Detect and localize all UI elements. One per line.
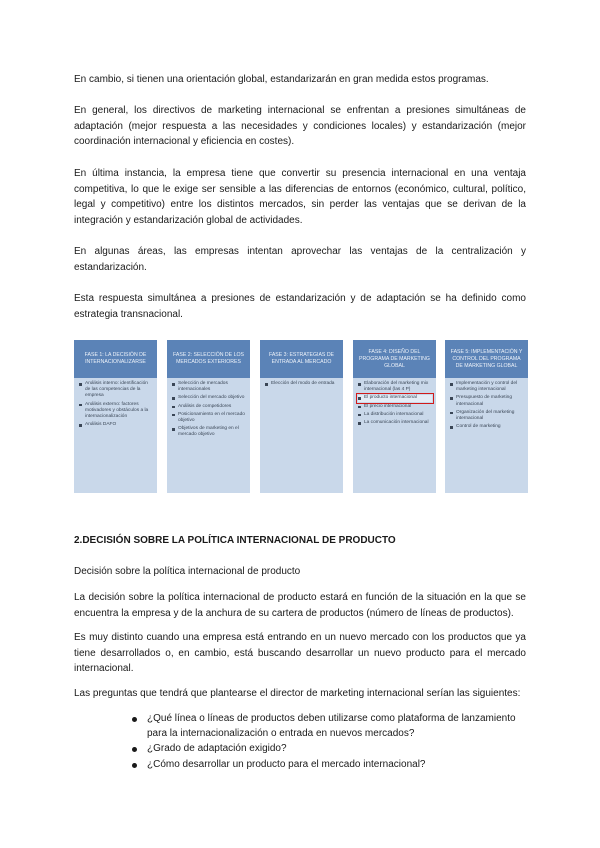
phase-item: Análisis de competidores: [172, 404, 246, 410]
phase-item: Análisis externo: factores motivadores y obstáculos a la internacionalización: [79, 402, 153, 421]
list-item: ¿Grado de adaptación exigido?: [132, 742, 528, 757]
phase-item: La comunicación internacional: [358, 420, 432, 426]
phase-item: Objetivos de marketing en el mercado objetivo: [172, 426, 246, 438]
phase-item: Análisis interno: identificación de las competencias de la empresa: [79, 381, 153, 400]
phase-item: La distribución internacional: [358, 412, 432, 418]
phase-column: [445, 340, 528, 493]
paragraph-questions-intro: Las preguntas que tendrá que plantearse el director de marketing internacional serían las siguientes:: [74, 688, 521, 699]
phase-column: [167, 340, 250, 493]
phase-title: FASE 5: IMPLEMENTACIÓN Y CONTROL DEL PROGRAMA DE MARKETING GLOBAL: [445, 340, 528, 378]
phase-title: FASE 1: LA DECISIÓN DE INTERNACIONALIZARSE: [74, 340, 157, 378]
phase-item: Implementación y control del marketing internacional: [450, 381, 524, 393]
paragraph-competitive-advantage: En última instancia, la empresa tiene que convertir su presencia internacional en una ventaja competitiva, lo que le exige ser sensible a las diferencias de entornos (económico, cultural, político, legal y competitivo) entre los distintos mercados, sin perder las ventajas que se derivan de la integración y estandarización global de actividades.: [74, 168, 526, 226]
paragraph-adaptation-pressures: En general, los directivos de marketing internacional se enfrentan a presiones simultáneas de adaptación (mejor respuesta a las necesidades y condiciones locales) y estandarización (mejor coordinación internacional y eficiencia en costes).: [74, 105, 526, 147]
phase-item: Elección del modo de entrada: [265, 381, 339, 387]
paragraph-transnational-strategy: Esta respuesta simultánea a presiones de estandarización y de adaptación se ha definido como estrategia transnacional.: [74, 293, 526, 320]
phase-column: [74, 340, 157, 493]
phase-item: Selección de mercados internacionales: [172, 381, 246, 393]
phase-item: Posicionamiento en el mercado objetivo: [172, 412, 246, 424]
paragraph-centralization: En algunas áreas, las empresas intentan aprovechar las ventajas de la centralización y estandarización.: [74, 246, 526, 273]
phase-item: El precio internacional: [358, 404, 432, 410]
phase-item: Control de marketing: [450, 424, 524, 430]
section-heading: 2.DECISIÓN SOBRE LA POLÍTICA INTERNACIONAL DE PRODUCTO: [74, 535, 396, 546]
phase-column: [353, 340, 436, 493]
paragraph-new-market: Es muy distinto cuando una empresa está entrando en un nuevo mercado con los productos que ya tiene desarrollados o, en cambio, está buscando desarrollar un nuevo producto para el mercado internacional.: [74, 632, 526, 674]
phase-item: Análisis DAFO: [79, 422, 153, 428]
phase-item: Elaboración del marketing mix internacional (las 4 P): [358, 381, 432, 393]
paragraph-subtitle: Decisión sobre la política internacional de producto: [74, 566, 301, 577]
phase-item-highlighted: El producto internacional: [358, 395, 432, 401]
phase-title: FASE 2: SELECCIÓN DE LOS MERCADOS EXTERIORES: [167, 340, 250, 378]
phase-item: Organización del marketing internacional: [450, 410, 524, 422]
phase-title: FASE 3: ESTRATEGIAS DE ENTRADA AL MERCADO: [260, 340, 343, 378]
phase-item: Selección del mercado objetivo: [172, 395, 246, 401]
list-item: ¿Cómo desarrollar un producto para el mercado internacional?: [132, 758, 528, 773]
list-item: ¿Qué línea o líneas de productos deben utilizarse como plataforma de lanzamiento para la internacionalización o entrada en nuevos mercados?: [132, 712, 528, 741]
questions-list: [132, 712, 528, 773]
phase-title: FASE 4: DISEÑO DEL PROGRAMA DE MARKETING GLOBAL: [353, 340, 436, 378]
phase-column: [260, 340, 343, 493]
marketing-phases-diagram: [74, 340, 528, 493]
paragraph-global-orientation: En cambio, si tienen una orientación global, estandarizarán en gran medida estos programas.: [74, 74, 489, 85]
phase-item: Presupuesto de marketing internacional: [450, 395, 524, 407]
paragraph-product-decision: La decisión sobre la política internacional de producto estará en función de la situación en la que se encuentra la empresa y de la anchura de su cartera de productos (número de líneas de productos).: [74, 592, 526, 619]
